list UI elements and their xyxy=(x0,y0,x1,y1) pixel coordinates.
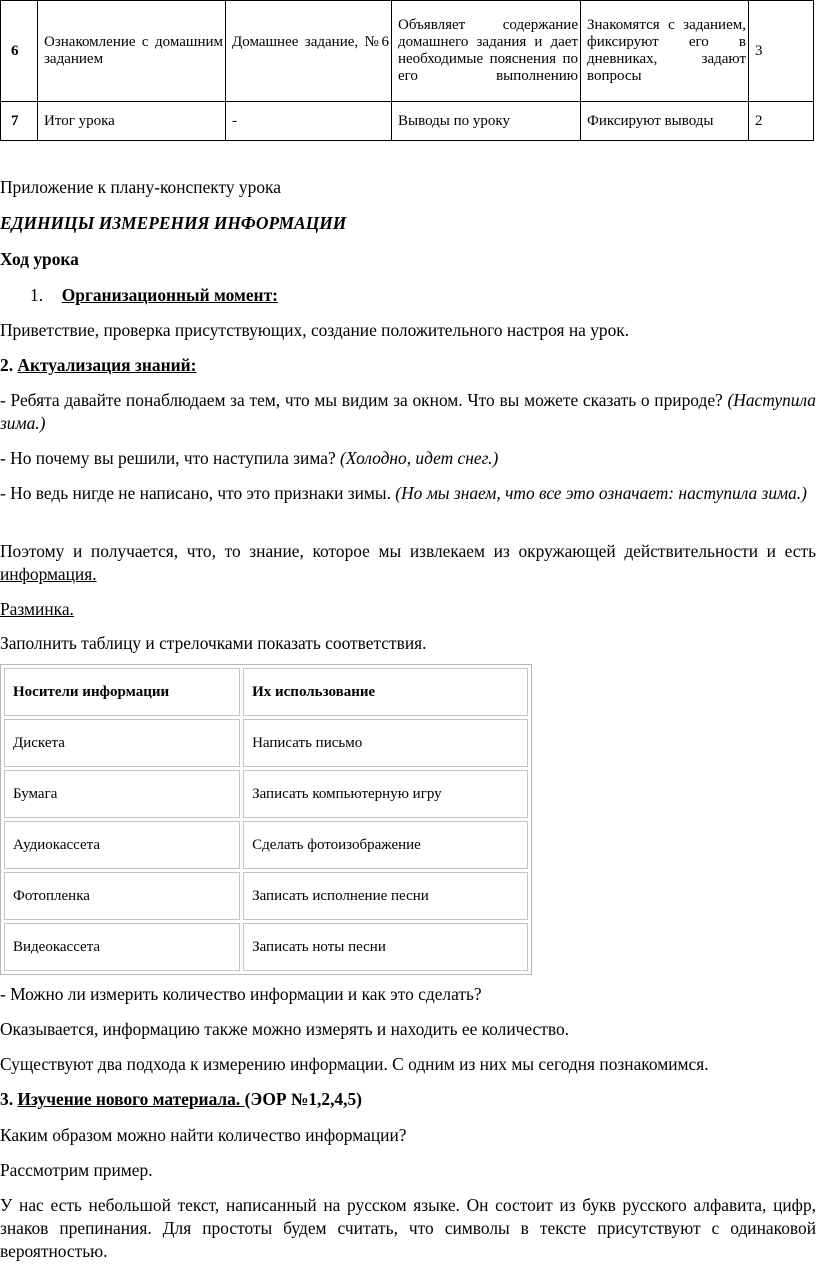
media-carrier-cell: Аудиокассета xyxy=(4,821,240,869)
media-usage-cell: Записать компьютерную игру xyxy=(243,770,528,818)
table-row xyxy=(4,872,528,920)
section-1-num: 1. xyxy=(30,285,44,305)
question-1: - Ребята давайте понаблюдаем за тем, что мы видим за окном. Что вы можете сказать о природе? (Наступила зима.) xyxy=(0,390,816,433)
plan-row-stage: Итог урока xyxy=(38,102,226,141)
question-3-answer: (Но мы знаем, что все это означает: наступила зима.) xyxy=(395,483,807,503)
plan-row-teacher: Объявляет содержание домашнего задания и дает необходимые пояснения по его выполнению xyxy=(392,1,581,102)
plan-row-stage: Ознакомление с домашним заданием xyxy=(38,1,226,102)
plan-row-teacher: Выводы по уроку xyxy=(392,102,581,141)
question-2-answer: (Холодно, идет снег.) xyxy=(340,448,499,468)
measure-answer: Оказывается, информацию также можно измерять и находить ее количество. xyxy=(0,1019,570,1039)
plan-row-7 xyxy=(1,102,814,141)
section-1-heading xyxy=(30,284,816,307)
table-row xyxy=(4,923,528,971)
media-usage-cell: Сделать фотоизображение xyxy=(243,821,528,869)
media-header-carriers: Носители информации xyxy=(4,668,240,716)
example-line: Рассмотрим пример. xyxy=(0,1160,153,1180)
section-3-title: Изучение нового материала. xyxy=(17,1089,245,1109)
lesson-title: ЕДИНИЦЫ ИЗМЕРЕНИЯ ИНФОРМАЦИИ xyxy=(0,213,347,233)
media-header-usage: Их использование xyxy=(243,668,528,716)
section-2-num: 2. xyxy=(0,355,14,375)
section-3-num: 3. xyxy=(0,1089,14,1109)
conclusion-paragraph: Поэтому и получается, что, то знание, которое мы извлекаем из окружающей действительности и есть информация. xyxy=(0,541,816,584)
media-carrier-cell: Дискета xyxy=(4,719,240,767)
section-3-eor: (ЭОР №1,2,4,5) xyxy=(244,1089,362,1109)
media-table xyxy=(0,664,532,975)
text-paragraph: У нас есть небольшой текст, написанный на русском языке. Он состоит из букв русского алфавита, цифр, знаков препинания. Для простоты будем считать, что символы в тексте присутствуют с одинаковой вероятностью. xyxy=(0,1195,816,1261)
section-3-heading xyxy=(0,1088,816,1111)
measure-question: - Можно ли измерить количество информации и как это сделать? xyxy=(0,984,482,1004)
table-row xyxy=(4,770,528,818)
plan-row-time: 2 xyxy=(749,102,814,141)
how-question: Каким образом можно найти количество информации? xyxy=(0,1125,407,1145)
media-usage-cell: Записать исполнение песни xyxy=(243,872,528,920)
plan-row-content: Домашнее задание, №6 xyxy=(226,1,392,102)
table-row xyxy=(4,719,528,767)
question-1-answer: (Наступила зима.) xyxy=(0,390,816,433)
information-term: информация. xyxy=(0,564,97,584)
section-1-text: Приветствие, проверка присутствующих, создание положительного настроя на урок. xyxy=(0,320,630,340)
plan-row-students: Фиксируют выводы xyxy=(581,102,749,141)
plan-row-time: 3 xyxy=(749,1,814,102)
section-1-title: Организационный момент: xyxy=(61,285,278,305)
media-usage-cell: Написать письмо xyxy=(243,719,528,767)
media-carrier-cell: Видеокассета xyxy=(4,923,240,971)
media-table-header xyxy=(4,668,528,716)
plan-row-6 xyxy=(1,1,814,102)
appendix-line: Приложение к плану-конспекту урока xyxy=(0,177,281,197)
plan-row-num: 6 xyxy=(1,1,38,102)
lesson-flow-heading: Ход урока xyxy=(0,249,79,269)
warmup-heading: Разминка. xyxy=(0,599,74,619)
section-2-title: Актуализация знаний: xyxy=(17,355,197,375)
plan-row-students: Знакомятся с заданием, фиксируют его в дневниках, задают вопросы xyxy=(581,1,749,102)
table-row xyxy=(4,821,528,869)
question-3: - Но ведь нигде не написано, что это признаки зимы. (Но мы знаем, что все это означает: наступила зима.) xyxy=(0,483,807,503)
lesson-plan-table xyxy=(0,0,814,141)
media-carrier-cell: Бумага xyxy=(4,770,240,818)
media-usage-cell: Записать ноты песни xyxy=(243,923,528,971)
media-carrier-cell: Фотопленка xyxy=(4,872,240,920)
approaches-paragraph: Существуют два подхода к измерению информации. С одним из них мы сегодня познакомимся. xyxy=(0,1054,709,1074)
plan-row-num: 7 xyxy=(1,102,38,141)
section-2-heading xyxy=(0,354,816,377)
question-2: - Но почему вы решили, что наступила зима? (Холодно, идет снег.) xyxy=(0,448,499,468)
warmup-task: Заполнить таблицу и стрелочками показать соответствия. xyxy=(0,633,427,653)
plan-row-content: - xyxy=(226,102,392,141)
